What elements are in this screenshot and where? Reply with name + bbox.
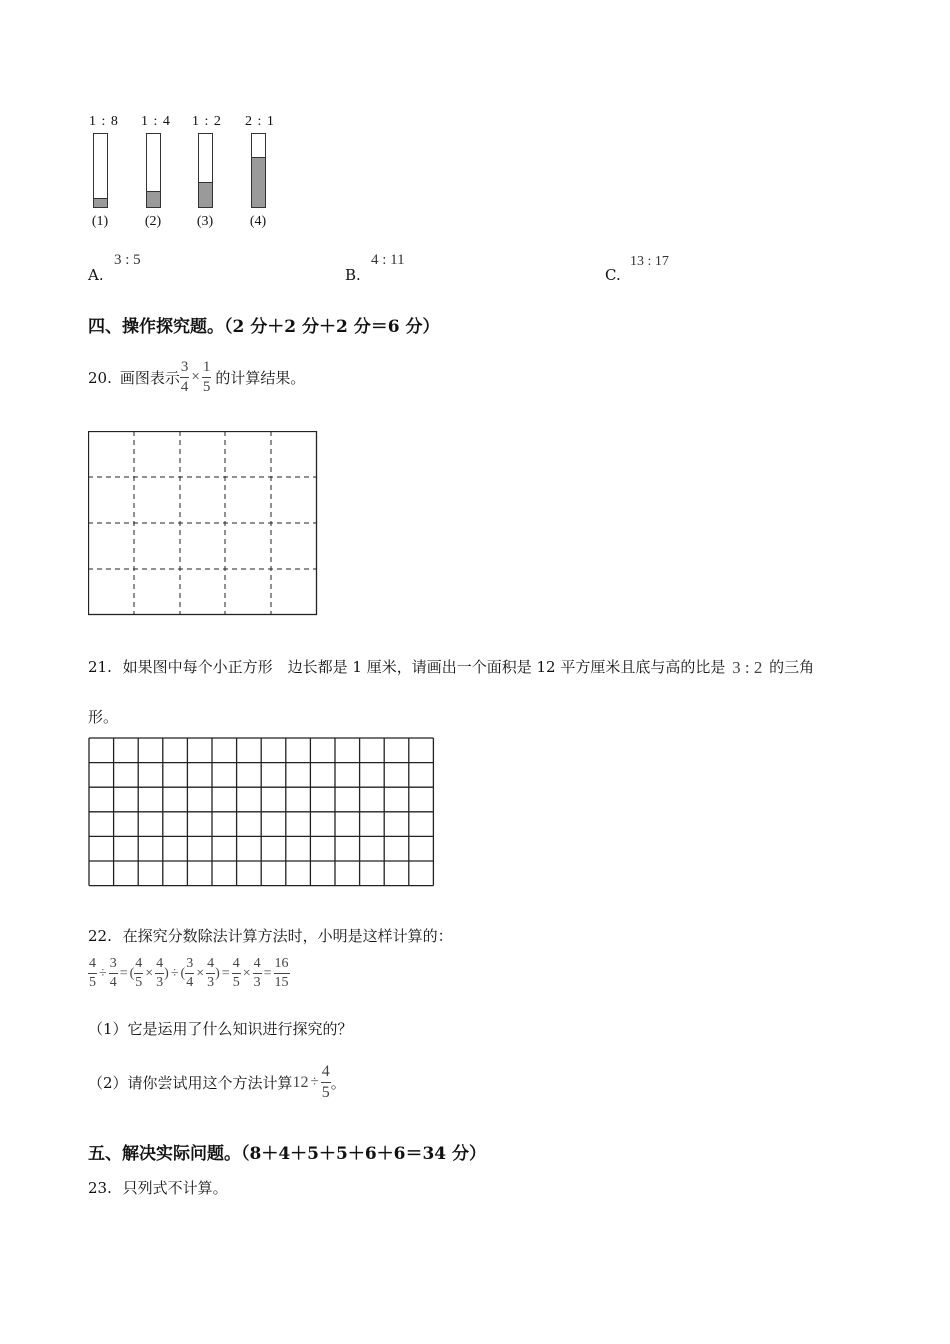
paren: ) [215, 965, 220, 981]
paren: ) [164, 965, 169, 981]
fraction: $\frac{4}{3}$ [156, 956, 164, 990]
section-heading: 四、操作探究题。（2 分＋2 分＋2 分＝6 分） [88, 317, 440, 337]
option-value: 4 : 11 [371, 252, 405, 268]
paren: ( [129, 965, 135, 981]
option-letter: A. [88, 266, 104, 284]
operator: × [145, 965, 154, 981]
operator: = [263, 965, 272, 981]
fraction: $\frac{4}{3}$ [207, 956, 215, 990]
operator: × [196, 965, 205, 981]
fraction: $\frac{4}{5}$ [321, 1063, 330, 1101]
tube-ratio-label: 1 : 2 [192, 114, 222, 129]
tube-fill [94, 198, 107, 207]
operator: × [242, 965, 251, 981]
section-heading: 五、解决实际问题。（8＋4＋5＋5＋6＋6＝34 分） [88, 1144, 487, 1164]
option-value: 3 : 5 [114, 252, 141, 268]
paren: ( [180, 965, 186, 981]
operator: ÷ [99, 965, 107, 981]
fraction: $\frac{3}{4}$ [186, 956, 194, 990]
option-a[interactable] [88, 266, 104, 284]
ratio-value: 3 : 2 [732, 658, 763, 677]
fraction: $\frac{4}{3}$ [253, 956, 261, 990]
tube-number: (4) [249, 214, 267, 229]
question-text: 如果图中每个小正方形 边长都是 1 厘米，请画出一个面积是 12 平方厘米且底与高的比是 [122, 658, 726, 676]
fraction: $\frac{3}{4}$ [180, 359, 189, 395]
option-letter: B. [345, 266, 361, 284]
fraction: $\frac{16}{15}$ [274, 956, 289, 990]
question-number: 22. [88, 927, 112, 945]
question-number: 20. [88, 368, 112, 387]
question-number: 23. [88, 1179, 112, 1197]
fraction: $\frac{3}{4}$ [109, 956, 117, 990]
question-text: 的计算结果。 [215, 369, 306, 387]
sub-question-1: （1）它是运用了什么知识进行探究的？ [88, 1020, 353, 1038]
sub-question-2 [88, 1064, 346, 1101]
question-text: 在探究分数除法计算方法时，小明是这样计算的： [122, 927, 453, 945]
question-21 [88, 656, 814, 678]
option-value: 13 : 17 [630, 254, 669, 269]
fraction: $\frac{1}{5}$ [202, 359, 211, 395]
question-text: （2）请你尝试用这个方法计算 [88, 1074, 293, 1092]
fraction: $\frac{4}{5}$ [232, 956, 240, 990]
tube [146, 133, 161, 208]
fraction: $\frac{4}{5}$ [135, 956, 143, 990]
fraction: $\frac{4}{5}$ [89, 956, 96, 990]
question-text: 。 [330, 1074, 346, 1092]
tube-fill [199, 182, 212, 207]
question-22 [88, 925, 453, 946]
question-20 [88, 360, 305, 395]
tube-ratio-label: 2 : 1 [245, 114, 275, 129]
option-letter: C. [605, 266, 621, 284]
tube-ratio-label: 1 : 4 [141, 114, 171, 129]
tube-ratio-label: 1 : 8 [89, 114, 119, 129]
calculation-equation [88, 957, 290, 990]
operator: × [191, 369, 200, 385]
tube-number: (2) [144, 214, 162, 229]
tube-number: (1) [91, 214, 109, 229]
operator: ÷ [170, 965, 179, 981]
question-text: 的三角 [769, 658, 815, 676]
dashed-drawing-grid[interactable] [88, 431, 318, 616]
square-grid[interactable] [88, 737, 438, 889]
tube [93, 133, 108, 208]
tube-fill [252, 157, 265, 207]
tube [251, 133, 266, 208]
question-text: 形。 [88, 708, 119, 726]
tube-fill [147, 191, 160, 207]
operator: = [119, 965, 128, 981]
question-23 [88, 1177, 228, 1198]
tube-number: (3) [196, 214, 214, 229]
operator: = [221, 965, 230, 981]
option-b[interactable] [345, 266, 361, 284]
question-text: 画图表示 [119, 369, 180, 387]
operator: ÷ [310, 1074, 319, 1090]
question-text: 只列式不计算。 [122, 1179, 228, 1197]
option-c[interactable] [605, 266, 621, 284]
tube [198, 133, 213, 208]
integer: 12 [292, 1073, 309, 1091]
question-number: 21. [88, 658, 112, 676]
